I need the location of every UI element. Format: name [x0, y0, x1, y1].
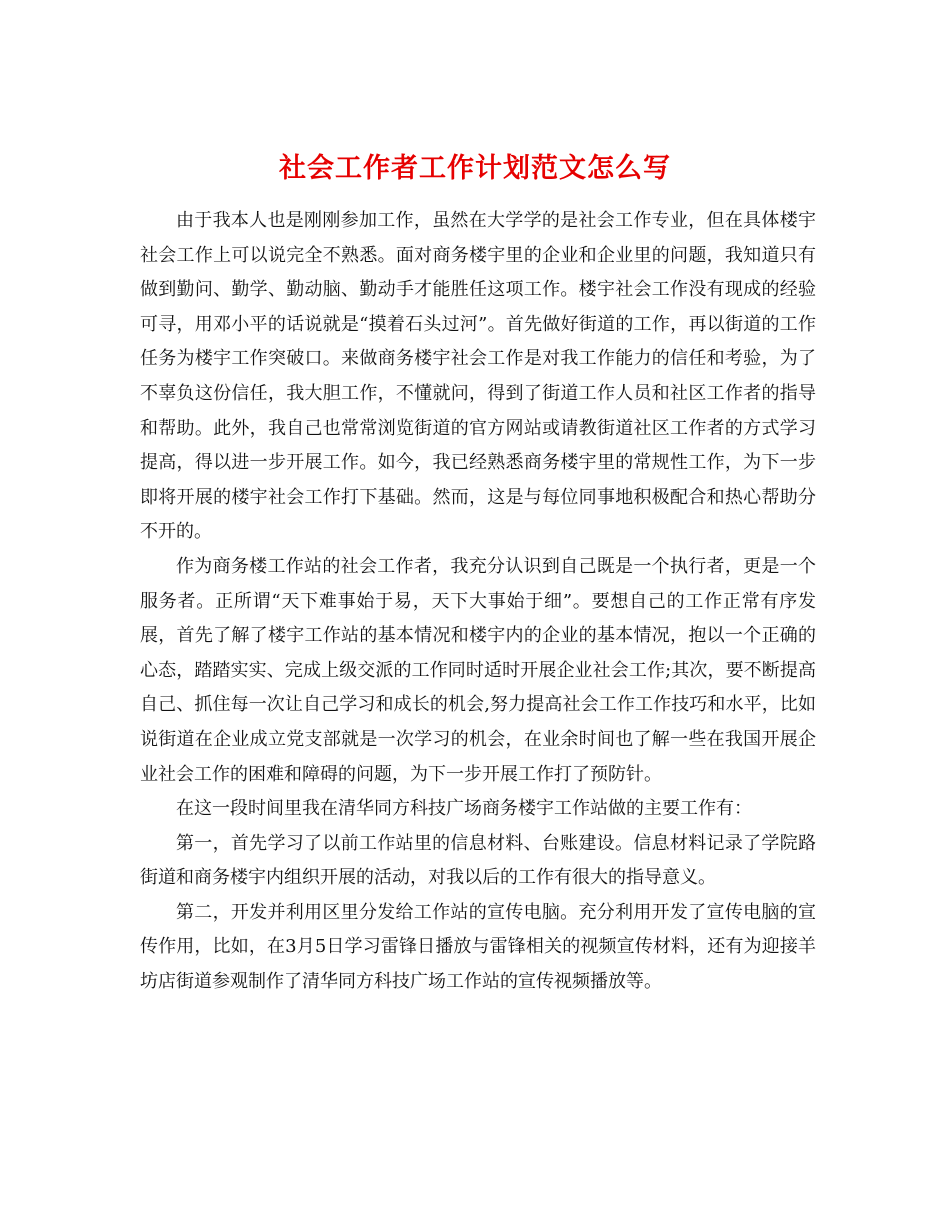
paragraph-2: 作为商务楼工作站的社会工作者，我充分认识到自己既是一个执行者，更是一个服务者。正所谓“天下难事始于易，天下大事始于细”。要想自己的工作正常有序发展，首先了解了楼宇工作站的基本情况和楼宇内的企业的基本情况，抱以一个正确的心态，踏踏实实、完成上级交派的工作同时适时开展企业社会工作;其次，要不断提高自己、抓住每一次让自己学习和成长的机会,努力提高社会工作工作技巧和水平，比如说街道在企业成立党支部就是一次学习的机会，在业余时间也了解一些在我国开展企业社会工作的困难和障碍的问题，为下一步开展工作打了预防针。 [140, 555, 816, 785]
paragraph-3: 在这一段时间里我在清华同方科技广场商务楼宇工作站做的主要工作有： [176, 798, 752, 820]
paragraph-5: 第二，开发并利用区里分发给工作站的宣传电脑。充分利用开发了宣传电脑的宣传作用，比如，在3月5日学习雷锋日播放与雷锋相关的视频宣传材料，还有为迎接羊坊店街道参观制作了清华同方科技广场工作站的宣传视频播放等。 [140, 901, 816, 993]
document-body [140, 204, 816, 1000]
paragraph-1: 由于我本人也是刚刚参加工作，虽然在大学学的是社会工作专业，但在具体楼宇社会工作上可以说完全不熟悉。面对商务楼宇里的企业和企业里的问题，我知道只有做到勤问、勤学、勤动脑、勤动手才能胜任这项工作。楼宇社会工作没有现成的经验可寻，用邓小平的话说就是“摸着石头过河”。首先做好街道的工作，再以街道的工作任务为楼宇工作突破口。来做商务楼宇社会工作是对我工作能力的信任和考验，为了不辜负这份信任，我大胆工作，不懂就问，得到了街道工作人员和社区工作者的指导和帮助。此外，我自己也常常浏览街道的官方网站或请教街道社区工作者的方式学习提高，得以进一步开展工作。如今，我已经熟悉商务楼宇里的常规性工作，为下一步即将开展的楼宇社会工作打下基础。然而，这是与每位同事地积极配合和热心帮助分不开的。 [140, 210, 816, 543]
document-title: 社会工作者工作计划范文怎么写 [279, 153, 671, 185]
paragraph-4: 第一，首先学习了以前工作站里的信息材料、台账建设。信息材料记录了学院路街道和商务楼宇内组织开展的活动，对我以后的工作有很大的指导意义。 [140, 832, 816, 889]
